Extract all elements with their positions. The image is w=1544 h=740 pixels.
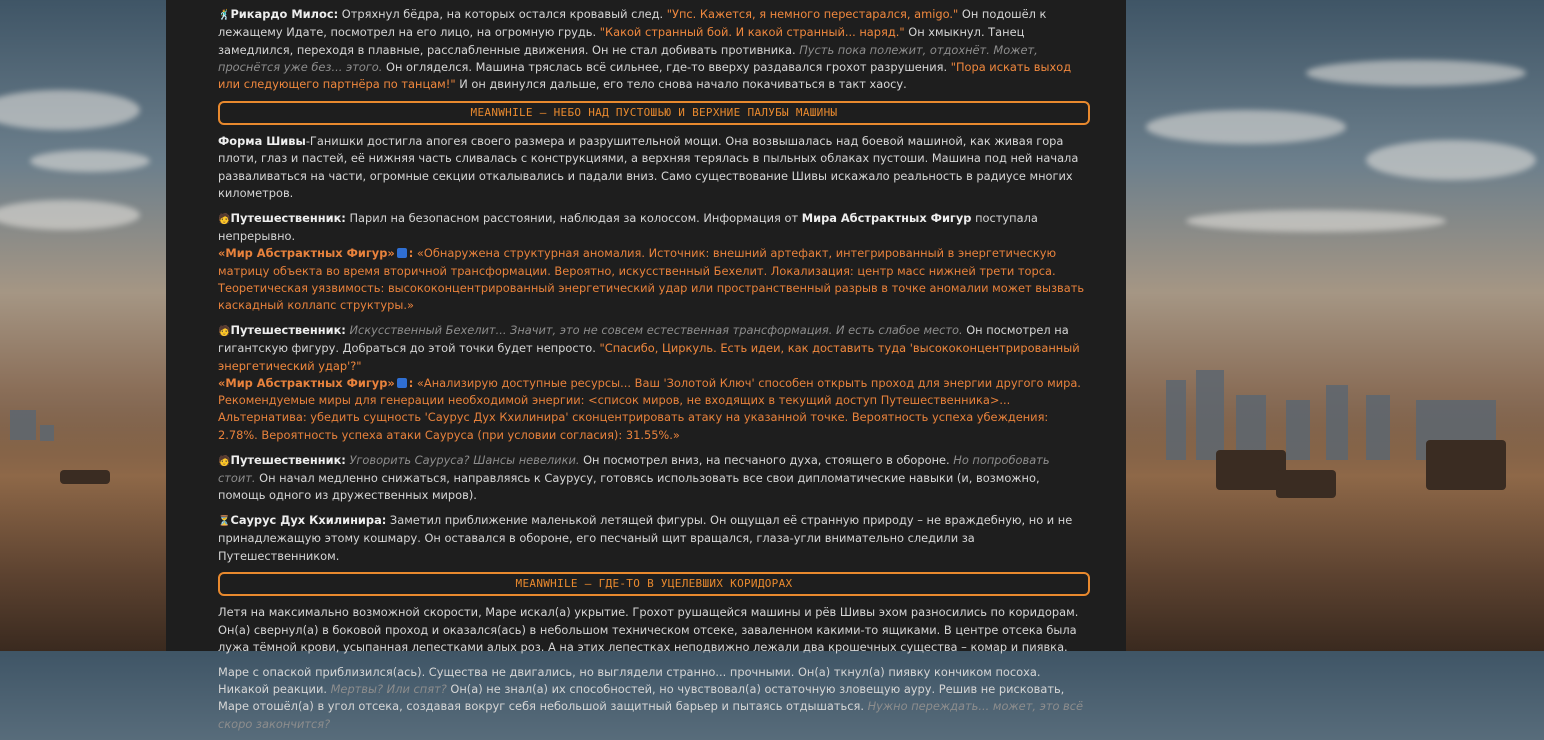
character-icon: 🧑 bbox=[218, 325, 231, 337]
narration-text: поступала непрерывно. bbox=[218, 210, 1038, 243]
story-panel[interactable] bbox=[166, 0, 1126, 731]
narration-text: Заметил приближение маленькой летящей фигуры. Он ощущал её странную природу – не враждебную, но и не принадлежащую этому кошмару. Он оставался в обороне, его песчаный щит вращался, глаза-угли внимательно следили за Путешественником. bbox=[218, 512, 1073, 563]
story-paragraph bbox=[218, 664, 1090, 733]
character-icon: ⏳ bbox=[218, 515, 231, 527]
thought-text: Искусственный Бехелит... Значит, это не совсем естественная трансформация. И есть слабое место. bbox=[349, 322, 963, 337]
story-paragraph bbox=[218, 452, 1090, 505]
character-name: Рикардо Милос: bbox=[230, 7, 339, 21]
character-name: Путешественник: bbox=[230, 452, 346, 467]
thought-text: Нужно переждать... может, это всё скоро закончится? bbox=[218, 699, 1084, 731]
thought-text: Мертвы? Или спят? bbox=[330, 682, 447, 696]
character-name: Саурус Дух Кхилинира: bbox=[230, 512, 387, 527]
speech-text: "Пора искать выход или следующего партнёра по танцам!" bbox=[218, 59, 1072, 92]
story-paragraph bbox=[218, 6, 1090, 93]
narration-text: Он огляделся. Машина тряслась всё сильнее, где-то вверху раздавался грохот разрушения. bbox=[382, 59, 951, 74]
thought-text: Уговорить Сауруса? Шансы невелики. bbox=[349, 452, 580, 467]
narration-text: И он двинулся дальше, его тело снова начало покачиваться в такт хаосу. bbox=[455, 77, 907, 92]
paragraph-group-1 bbox=[218, 6, 1090, 93]
background-right bbox=[1126, 0, 1544, 651]
character-name: Путешественник: bbox=[230, 210, 346, 225]
character-name: Мира Абстрактных Фигур bbox=[801, 210, 972, 225]
narration-text: Летя на максимально возможной скорости, Маре искал(а) укрытие. Грохот рушащейся машины и рёв Шивы эхом разносились по коридорам. Он(а) свернул(а) в боковой проход и оказался(ась) в небольшом техническом отсеке, заваленном какими-то ящиками. В центре отсека была лужа тёмной крови, усыпанная лепестками алых роз. А на этих лепестках неподвижно лежали два крошечных существа – комар и пиявка. bbox=[218, 605, 1079, 654]
character-name: Путешественник: bbox=[230, 322, 346, 337]
ai-speaker-name: : bbox=[408, 375, 414, 390]
speech-text: "Какой странный бой. И какой странный... наряд." bbox=[599, 25, 905, 40]
narration-text: Он начал медленно снижаться, направляясь к Саурусу, готовясь использовать все свои дипломатические навыки (и, возможно, помощь одного из дружественных миров). bbox=[218, 470, 1040, 503]
story-content bbox=[218, 6, 1090, 740]
paragraph-group-2 bbox=[218, 133, 1090, 565]
narration-text: Парил на безопасном расстоянии, наблюдая за колоссом. Информация от bbox=[345, 210, 802, 225]
story-paragraph bbox=[218, 604, 1090, 656]
thought-text: Пусть пока полежит, отдохнёт. Может, проснётся уже без... этого. bbox=[218, 42, 1038, 74]
ai-message-text: «Обнаружена структурная аномалия. Источник: внешний артефакт, интегрированный в энергетическую матрицу объекта во время вторичной трансформации. Вероятно, искусственный Бехелит. Локализация: центр масс нижней трети торса. Теоретическая уязвимость: высококонцентрированный энергетический удар или пространственный разрыв в точке аномалии может вызвать каскадный коллапс структуры.» bbox=[218, 246, 1085, 313]
speech-text: "Упс. Кажется, я немного перестарался, amigo." bbox=[666, 7, 959, 21]
paragraph-group-3 bbox=[218, 604, 1090, 733]
speech-text: "Спасибо, Циркуль. Есть идеи, как доставить туда 'высококонцентрированный энергетический удар'?" bbox=[218, 341, 1080, 373]
abstract-world-icon bbox=[397, 378, 407, 388]
story-paragraph bbox=[218, 322, 1090, 444]
scene-banner-sky: MEANWHILE – НЕБО НАД ПУСТОШЬЮ И ВЕРХНИЕ ПАЛУБЫ МАШИНЫ bbox=[218, 101, 1090, 125]
ai-speaker-name: «Мир Абстрактных Фигур» bbox=[218, 375, 395, 390]
narration-text: Он подошёл к лежащему Идате, посмотрел на его лицо, на огромную грудь. bbox=[218, 7, 1047, 40]
character-icon: 🧑 bbox=[218, 455, 231, 467]
story-paragraph bbox=[218, 133, 1090, 202]
narration-text: -Ганишки достигла апогея своего размера и разрушительной мощи. Она возвышалась над боевой машиной, как живая гора плоти, глаз и пастей, её нижняя часть сливалась с конструкциями, а верхняя терялась в пыльных облаках пустоши. Машина под ней начала разваливаться на части, огромные секции откалывались и падали вниз. Само существование Шивы искажало реальность в радиусе многих километров. bbox=[218, 133, 1079, 200]
narration-text: Он(а) не знал(а) их способностей, но чувствовал(а) остаточную зловещую ауру. Решив не рисковать, Маре отошёл(а) в угол отсека, создавая вокруг себя небольшой защитный барьер и пытаясь отдышаться. bbox=[218, 682, 1065, 714]
scene-banner-corridors: MEANWHILE – ГДЕ-ТО В УЦЕЛЕВШИХ КОРИДОРАХ bbox=[218, 572, 1090, 596]
narration-text: Отряхнул бёдра, на которых остался кровавый след. bbox=[338, 7, 667, 21]
story-paragraph bbox=[218, 210, 1090, 315]
narration-text: Он хмыкнул. Танец замедлился, переходя в плавные, расслабленные движения. Он не стал добивать противника. bbox=[218, 25, 1025, 57]
ai-message-text: «Анализирую доступные ресурсы... Ваш 'Золотой Ключ' способен открыть проход для энергии другого мира. Рекомендуемые миры для генерации необходимой энергии: <список миров, не входящих в текущий доступ Путешественника>... Альтернатива: убедить сущность 'Саурус Дух Кхилинира' сконцентрировать атаку на указанной точке. Вероятность успеха убеждения: 2.78%. Вероятность успеха атаки Сауруса (при условии согласия): 31.55%.» bbox=[218, 375, 1081, 442]
background-left bbox=[0, 0, 166, 651]
character-name: Форма Шивы bbox=[218, 133, 306, 148]
character-icon: 🧑 bbox=[218, 213, 231, 225]
abstract-world-icon bbox=[397, 248, 407, 258]
character-icon: 🕺 bbox=[218, 10, 231, 21]
narration-text: Он посмотрел на гигантскую фигуру. Добраться до этой точки будет непросто. bbox=[218, 322, 1069, 356]
ai-speaker-name: «Мир Абстрактных Фигур» bbox=[218, 246, 395, 261]
narration-text: Маре с опаской приблизился(ась). Существа не двигались, но выглядели странно... прочными. Он(а) ткнул(а) пиявку кончиком посоха. Никакой реакции. bbox=[218, 664, 1041, 696]
thought-text: Но попробовать стоит. bbox=[218, 452, 1050, 485]
ai-speaker-name: : bbox=[408, 246, 414, 261]
story-paragraph bbox=[218, 512, 1090, 565]
narration-text: Он посмотрел вниз, на песчаного духа, стоящего в обороне. bbox=[579, 452, 954, 467]
